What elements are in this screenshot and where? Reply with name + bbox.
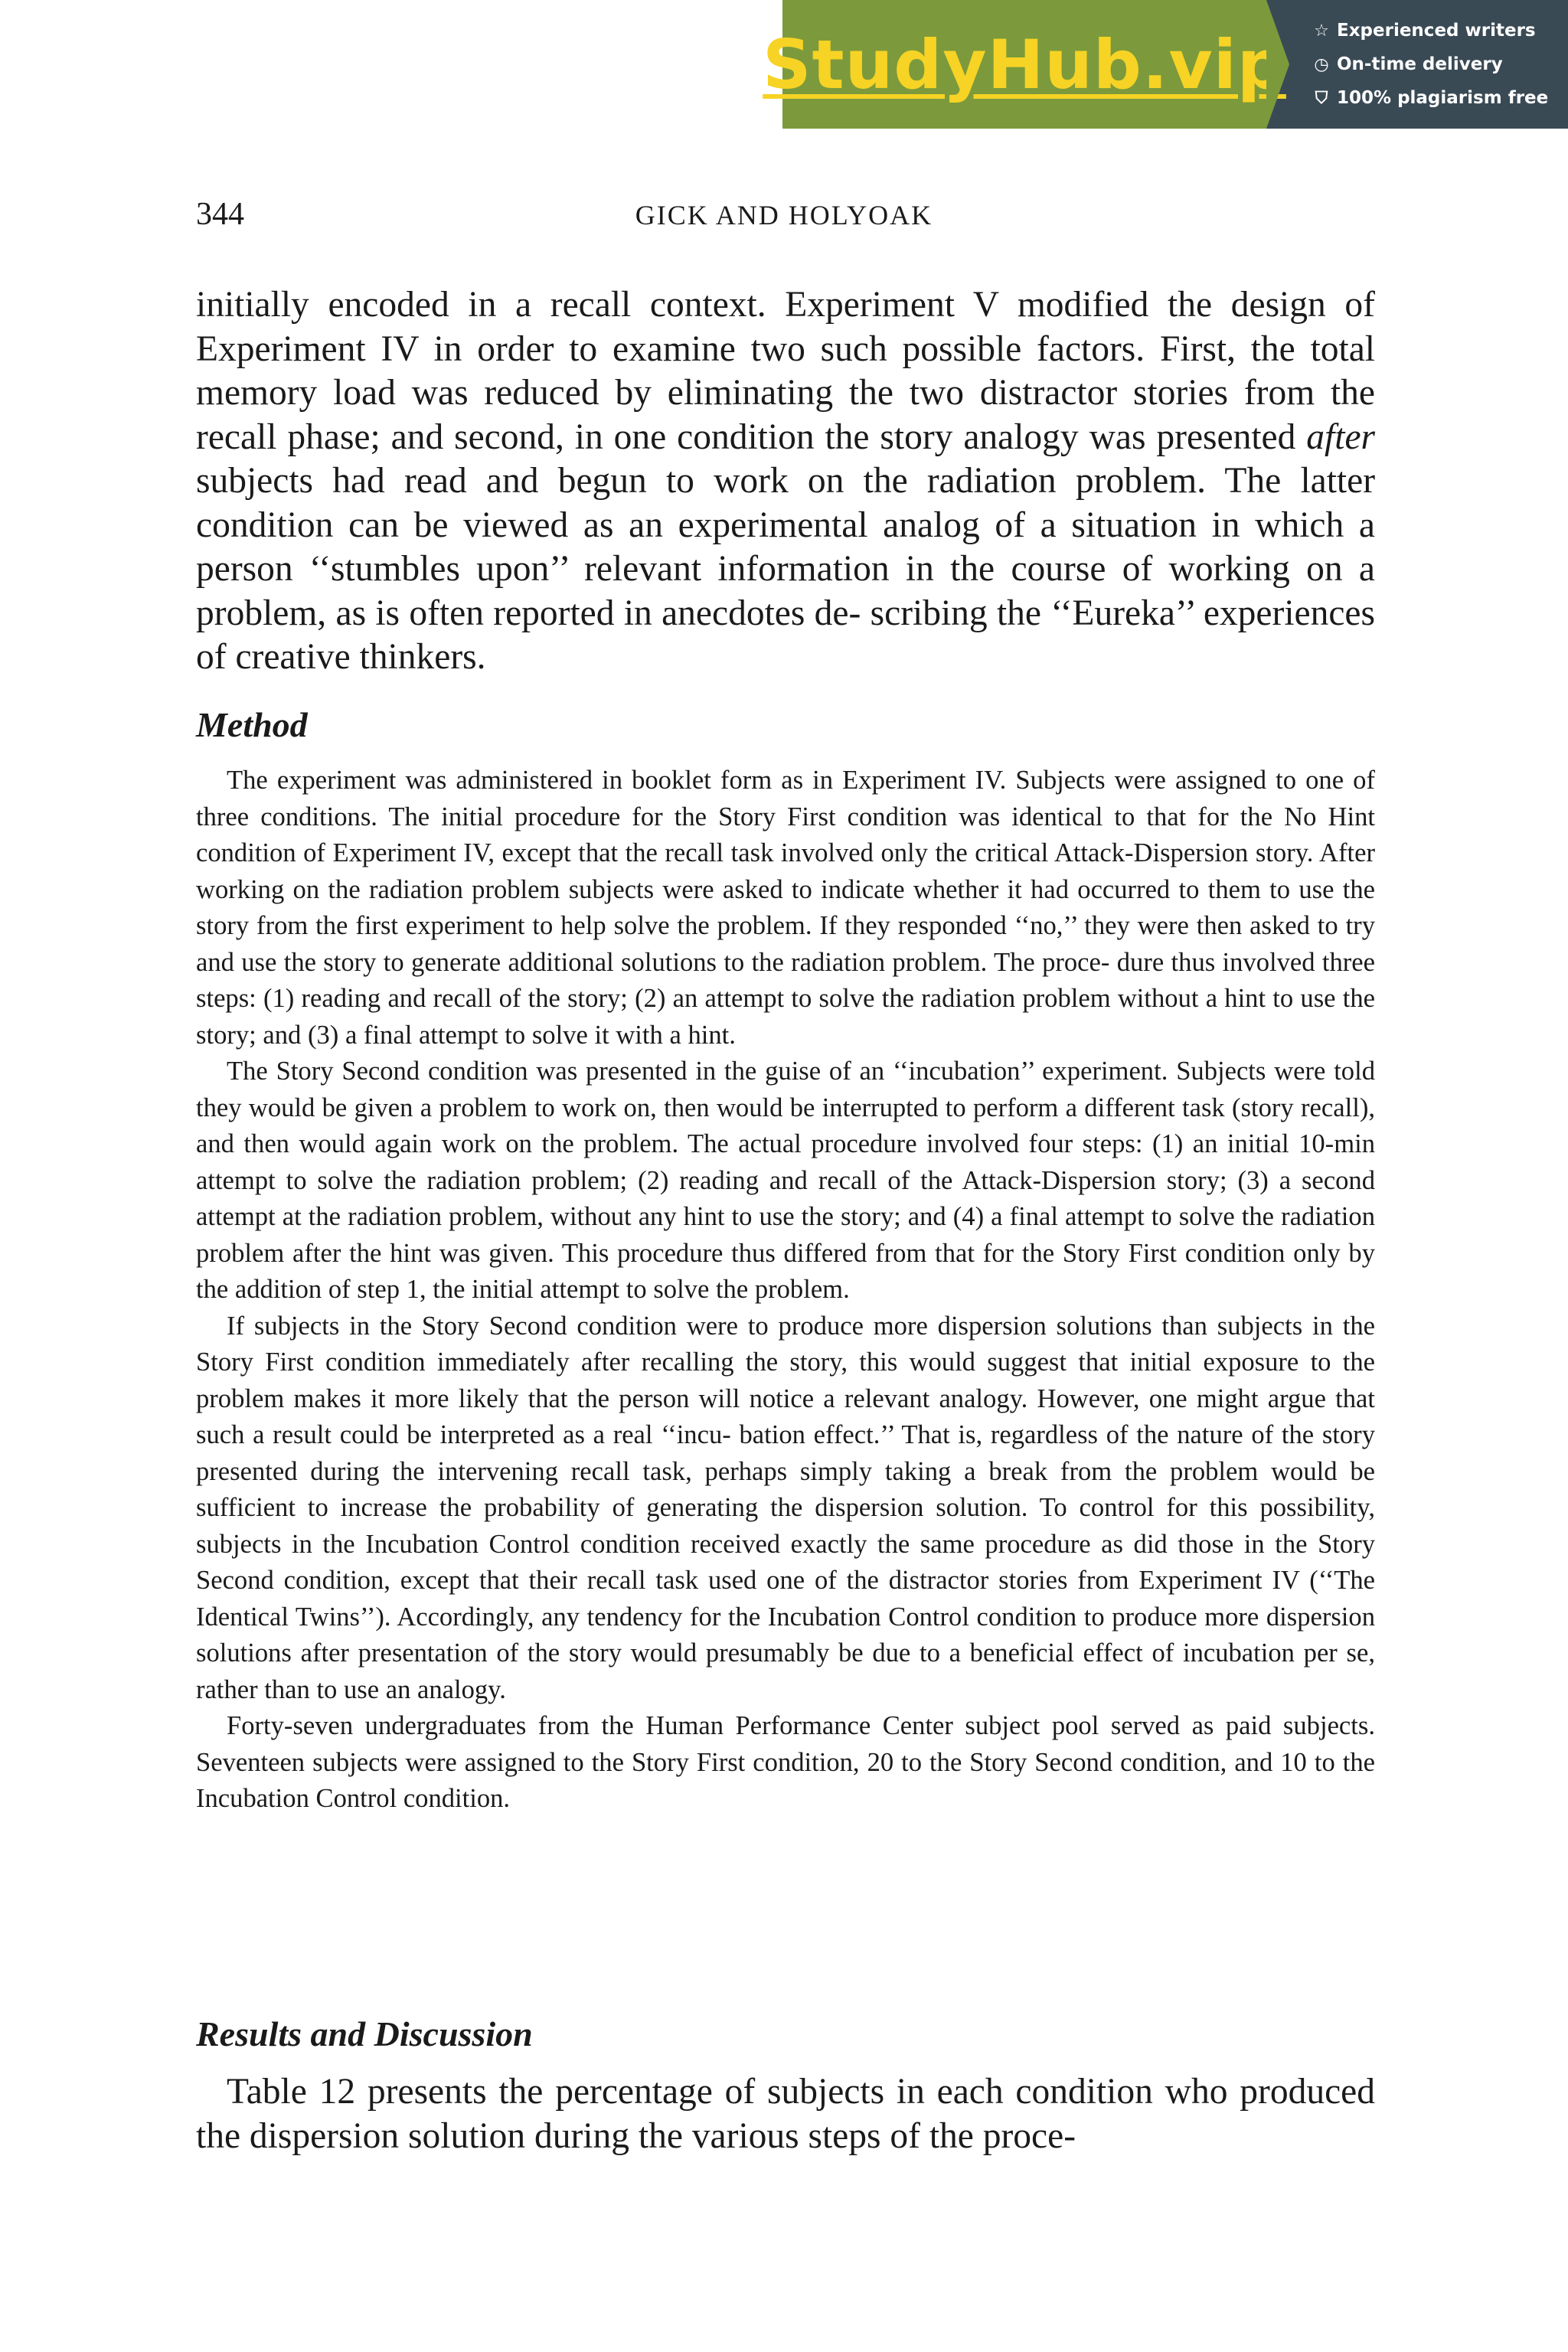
text-line: recall task, perhaps simply taking a break from the problem would be sufficient to increase [196,1456,1375,1522]
text-line: total memory load was reduced by eliminating the two distractor stories [196,328,1375,413]
text-line: problem after the hint was given. This procedure thus differed from that for the Story First [196,1238,1177,1268]
page-number: 344 [196,197,244,232]
text-line: dure thus involved three steps: (1) reading and recall of the story; (2) an attempt to solve the [196,947,1375,1013]
banner-arrow-shape [1266,0,1289,129]
text-line: If subjects in the Story Second condition were to produce more dispersion solutions than [227,1311,1207,1341]
method-paragraph [196,1308,1375,1709]
feature-label: Experienced writers [1337,21,1536,41]
method-section [196,704,1375,745]
text-line: Control condition to produce more dispersion solutions after presentation of the story would [196,1602,1375,1668]
shield-check-icon: ⛉ [1315,88,1328,108]
feature-label: On-time delivery [1337,54,1503,74]
section-heading-results: Results and Discussion [196,2014,533,2053]
text-line: The experiment was administered in booklet form as in Experiment IV. Subjects were [227,766,1166,795]
ad-banner[interactable] [763,0,1568,129]
method-paragraph [196,1054,1375,1308]
results-section [196,2014,1375,2054]
text-line: Table 12 presents the percentage of subjects in each condition who [227,2072,1228,2112]
text-line: presumably be due to a beneficial effect of incubation per se, rather than to use an analogy. [196,1638,1375,1704]
text-line: Subjects were told they would be given a problem to work on, then would be interrupted to [196,1057,1375,1122]
feature-experienced-writers [1312,16,1568,45]
text-line: a situation in which a person ‘‘stumbles upon’’ relevant information in the [196,505,1375,589]
text-line: produced the dispersion solution during the various steps of the proce- [196,2072,1375,2156]
text-line: involved only the critical Attack-Dispersion story. After working on the radiation problem [196,838,1375,904]
method-body [196,763,1375,1818]
results-paragraph [196,2070,1375,2158]
text-line: Experiment IV in order to examine two such possible factors. First, the [196,328,1295,369]
text-line: Story Second condition, except that their recall task used one of the distractor stories from [196,1529,1375,1595]
text-line: analogy. However, one might argue that such a result could be interpreted as a real ‘‘incu- [196,1383,1375,1449]
emphasis-after: after [1306,416,1376,457]
text-line: perform a different task (story recall), and then would again work on the problem. The actual [196,1093,1375,1158]
brand-name: StudyHub.vip [763,24,1286,104]
intro-paragraph [196,283,1375,680]
text-line: The Story Second condition was presented in the guise of an ‘‘incubation’’ experiment. [227,1057,1168,1086]
text-line: course of working on a problem, as is often reported in anecdotes de- [196,549,1376,633]
text-line: subjects in the Story First condition immediately after recalling the story, this would suggest [196,1311,1375,1377]
method-paragraph [196,1708,1375,1818]
text-line: identical to that for the No Hint condition of Experiment IV, except that the recall task [196,802,1375,867]
text-line: presented after subjects had read and begun to work on the radiation [196,416,1376,501]
running-head: GICK AND HOLYOAK [635,200,933,230]
feature-label: 100% plagiarism free [1337,88,1549,108]
text-line: in the Incubation Control condition received exactly the same procedure as did those in the [291,1529,1308,1559]
section-heading-method: Method [196,705,308,744]
text-line: from the recall phase; and second, in one condition the story analogy was [196,373,1376,457]
text-line: paid subjects. Seventeen subjects were assigned to the Story First condition, 20 to the Story [196,1711,1375,1777]
text-line: initially encoded in a recall context. Experiment V modified the design of [196,285,1375,325]
banner-feature-list [1266,0,1568,129]
text-line: radiation problem without a hint to use the story; and (3) a final attempt to solve it with a [196,984,1375,1050]
text-line: bation effect.’’ That is, regardless of the nature of the story presented during the intervening [196,1420,1375,1486]
text-line: scribing the ‘‘Eureka’’ experiences of creative thinkers. [196,593,1375,677]
text-line: condition only by the addition of step 1, the initial attempt to solve the problem. [196,1238,1375,1304]
text-line: hint. [688,1020,736,1050]
feature-plagiarism-free [1312,83,1568,113]
text-line: problem, without any hint to use the story; and (4) a final attempt to solve the radiation [449,1202,1375,1231]
text-line: Experiment IV (‘‘The Identical Twins’’). Accordingly, any tendency for the Incubation [196,1566,1375,1632]
text-line: assigned to one of three conditions. The initial procedure for the Story First condition was [196,766,1375,831]
text-line: the probability of generating the dispersion solution. To control for this possibility, subjects [196,1493,1375,1559]
clock-icon: ◷ [1314,54,1329,74]
feature-on-time-delivery [1312,50,1568,79]
text-line: problem. The latter condition can be viewed as an experimental analog of [196,461,1376,545]
star-icon: ☆ [1314,21,1329,41]
text-line: try and use the story to generate additional solutions to the radiation problem. The proce- [196,911,1375,977]
brand-logo[interactable] [763,0,1286,129]
text-line: subjects were asked to indicate whether it had occurred to them to use the story from the [196,874,1375,940]
method-paragraph [196,763,1375,1054]
text-line: first experiment to help solve the problem. If they responded ‘‘no,’’ they were then asked to [355,911,1338,940]
text-line: procedure involved four steps: (1) an initial 10-min attempt to solve the radiation problem; [196,1129,1375,1195]
text-line: Forty-seven undergraduates from the Human Performance Center subject pool served as [227,1711,1214,1740]
text-line: that initial exposure to the problem makes it more likely that the person will notice a relevant [196,1348,1376,1413]
text-line: (2) reading and recall of the Attack-Dispersion story; (3) a second attempt at the radiation [196,1165,1375,1231]
text-line: Second condition, and 10 to the Incubation Control condition. [196,1747,1375,1813]
intro-text [196,283,1375,680]
results-body [196,2070,1375,2158]
